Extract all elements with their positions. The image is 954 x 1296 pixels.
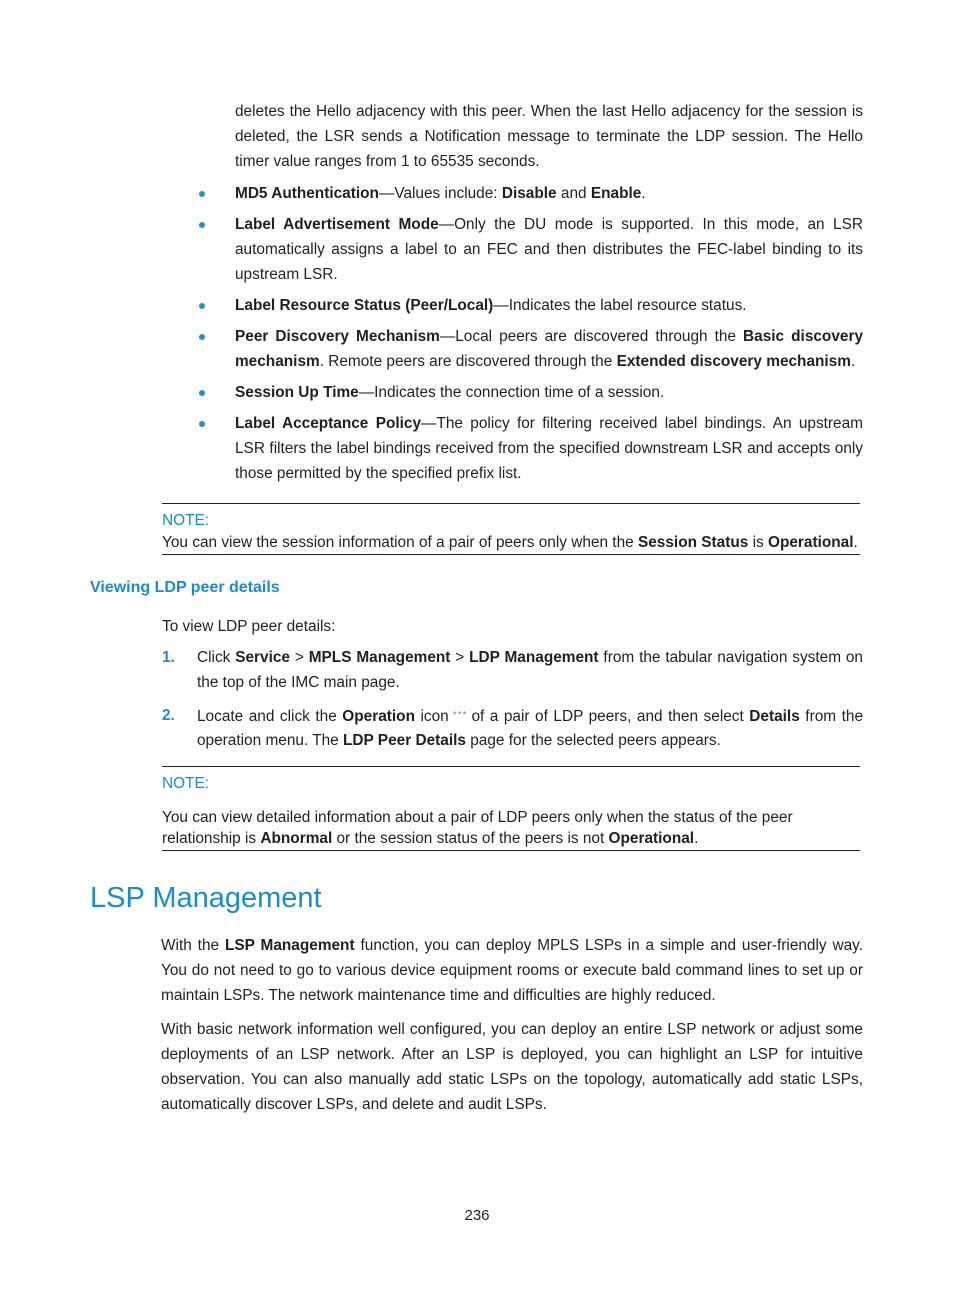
note-label: NOTE: [162, 512, 210, 529]
list-item: MD5 Authentication—Values include: Disable and Enable. [197, 181, 863, 206]
list-item: Peer Discovery Mechanism—Local peers are discovered through the Basic discovery mechanism. Remote peers are discovered through the Extended discovery mechanism. [197, 324, 863, 374]
bullet-icon [199, 303, 205, 309]
list-item: Session Up Time—Indicates the connection time of a session. [197, 380, 863, 405]
list-item: Label Acceptance Policy—The policy for filtering received label bindings. An upstream LSR filters the label bindings received from the specified downstream LSR and accepts only those permitted by the specified prefix list. [197, 411, 863, 486]
bullet-icon [199, 390, 205, 396]
step-number: 2. [162, 707, 175, 724]
section-heading: Viewing LDP peer details [90, 579, 280, 596]
list-item: Label Advertisement Mode—Only the DU mode is supported. In this mode, an LSR automatically assigns a label to an FEC and then distributes the FEC-label binding to its upstream LSR. [197, 212, 863, 287]
parameter-list [197, 181, 863, 492]
note-text: You can view detailed information about a pair of LDP peers only when the status of the peer relationship is Abnormal or the session status of the peers is not Operational. [162, 809, 793, 847]
note-text: You can view the session information of a pair of peers only when the Session Status is Operational. [162, 534, 858, 551]
procedure-steps [162, 645, 863, 753]
step-number: 1. [162, 649, 175, 666]
bullet-icon [199, 222, 205, 228]
continuation-paragraph: deletes the Hello adjacency with this peer. When the last Hello adjacency for the session is deleted, the LSR sends a Notification message to terminate the LDP session. The Hello timer value ranges from 1 to 65535 seconds. [235, 103, 863, 170]
bullet-icon [199, 191, 205, 197]
intro-text: To view LDP peer details: [162, 618, 336, 635]
chapter-title: LSP Management [90, 882, 322, 914]
step-item: 2. Locate and click the Operation icon *** of a pair of LDP peers, and then select Details from the operation menu. The LDP Peer Details page for the selected peers appears. [162, 704, 863, 753]
step-item: 1. Click Service > MPLS Management > LDP Management from the tabular navigation system on the top of the IMC main page. [162, 645, 863, 695]
note-box [162, 766, 860, 851]
operation-icon: *** [452, 710, 468, 721]
body-paragraph: With the LSP Management function, you can deploy MPLS LSPs in a simple and user-friendly way. You do not need to go to various device equipment rooms or execute bald command lines to set up or maintain LSPs. The network maintenance time and difficulties are highly reduced. [161, 937, 863, 1004]
bullet-icon [199, 334, 205, 340]
body-paragraph: With basic network information well configured, you can deploy an entire LSP network or adjust some deployments of an LSP network. After an LSP is deployed, you can highlight an LSP for intuitive observation. You can also manually add static LSPs on the topology, automatically add static LSPs, automatically discover LSPs, and delete and audit LSPs. [161, 1021, 863, 1113]
list-item: Label Resource Status (Peer/Local)—Indicates the label resource status. [197, 293, 863, 318]
bullet-icon [199, 421, 205, 427]
note-box [162, 503, 860, 555]
page-number: 236 [464, 1207, 490, 1224]
note-label: NOTE: [162, 775, 210, 792]
